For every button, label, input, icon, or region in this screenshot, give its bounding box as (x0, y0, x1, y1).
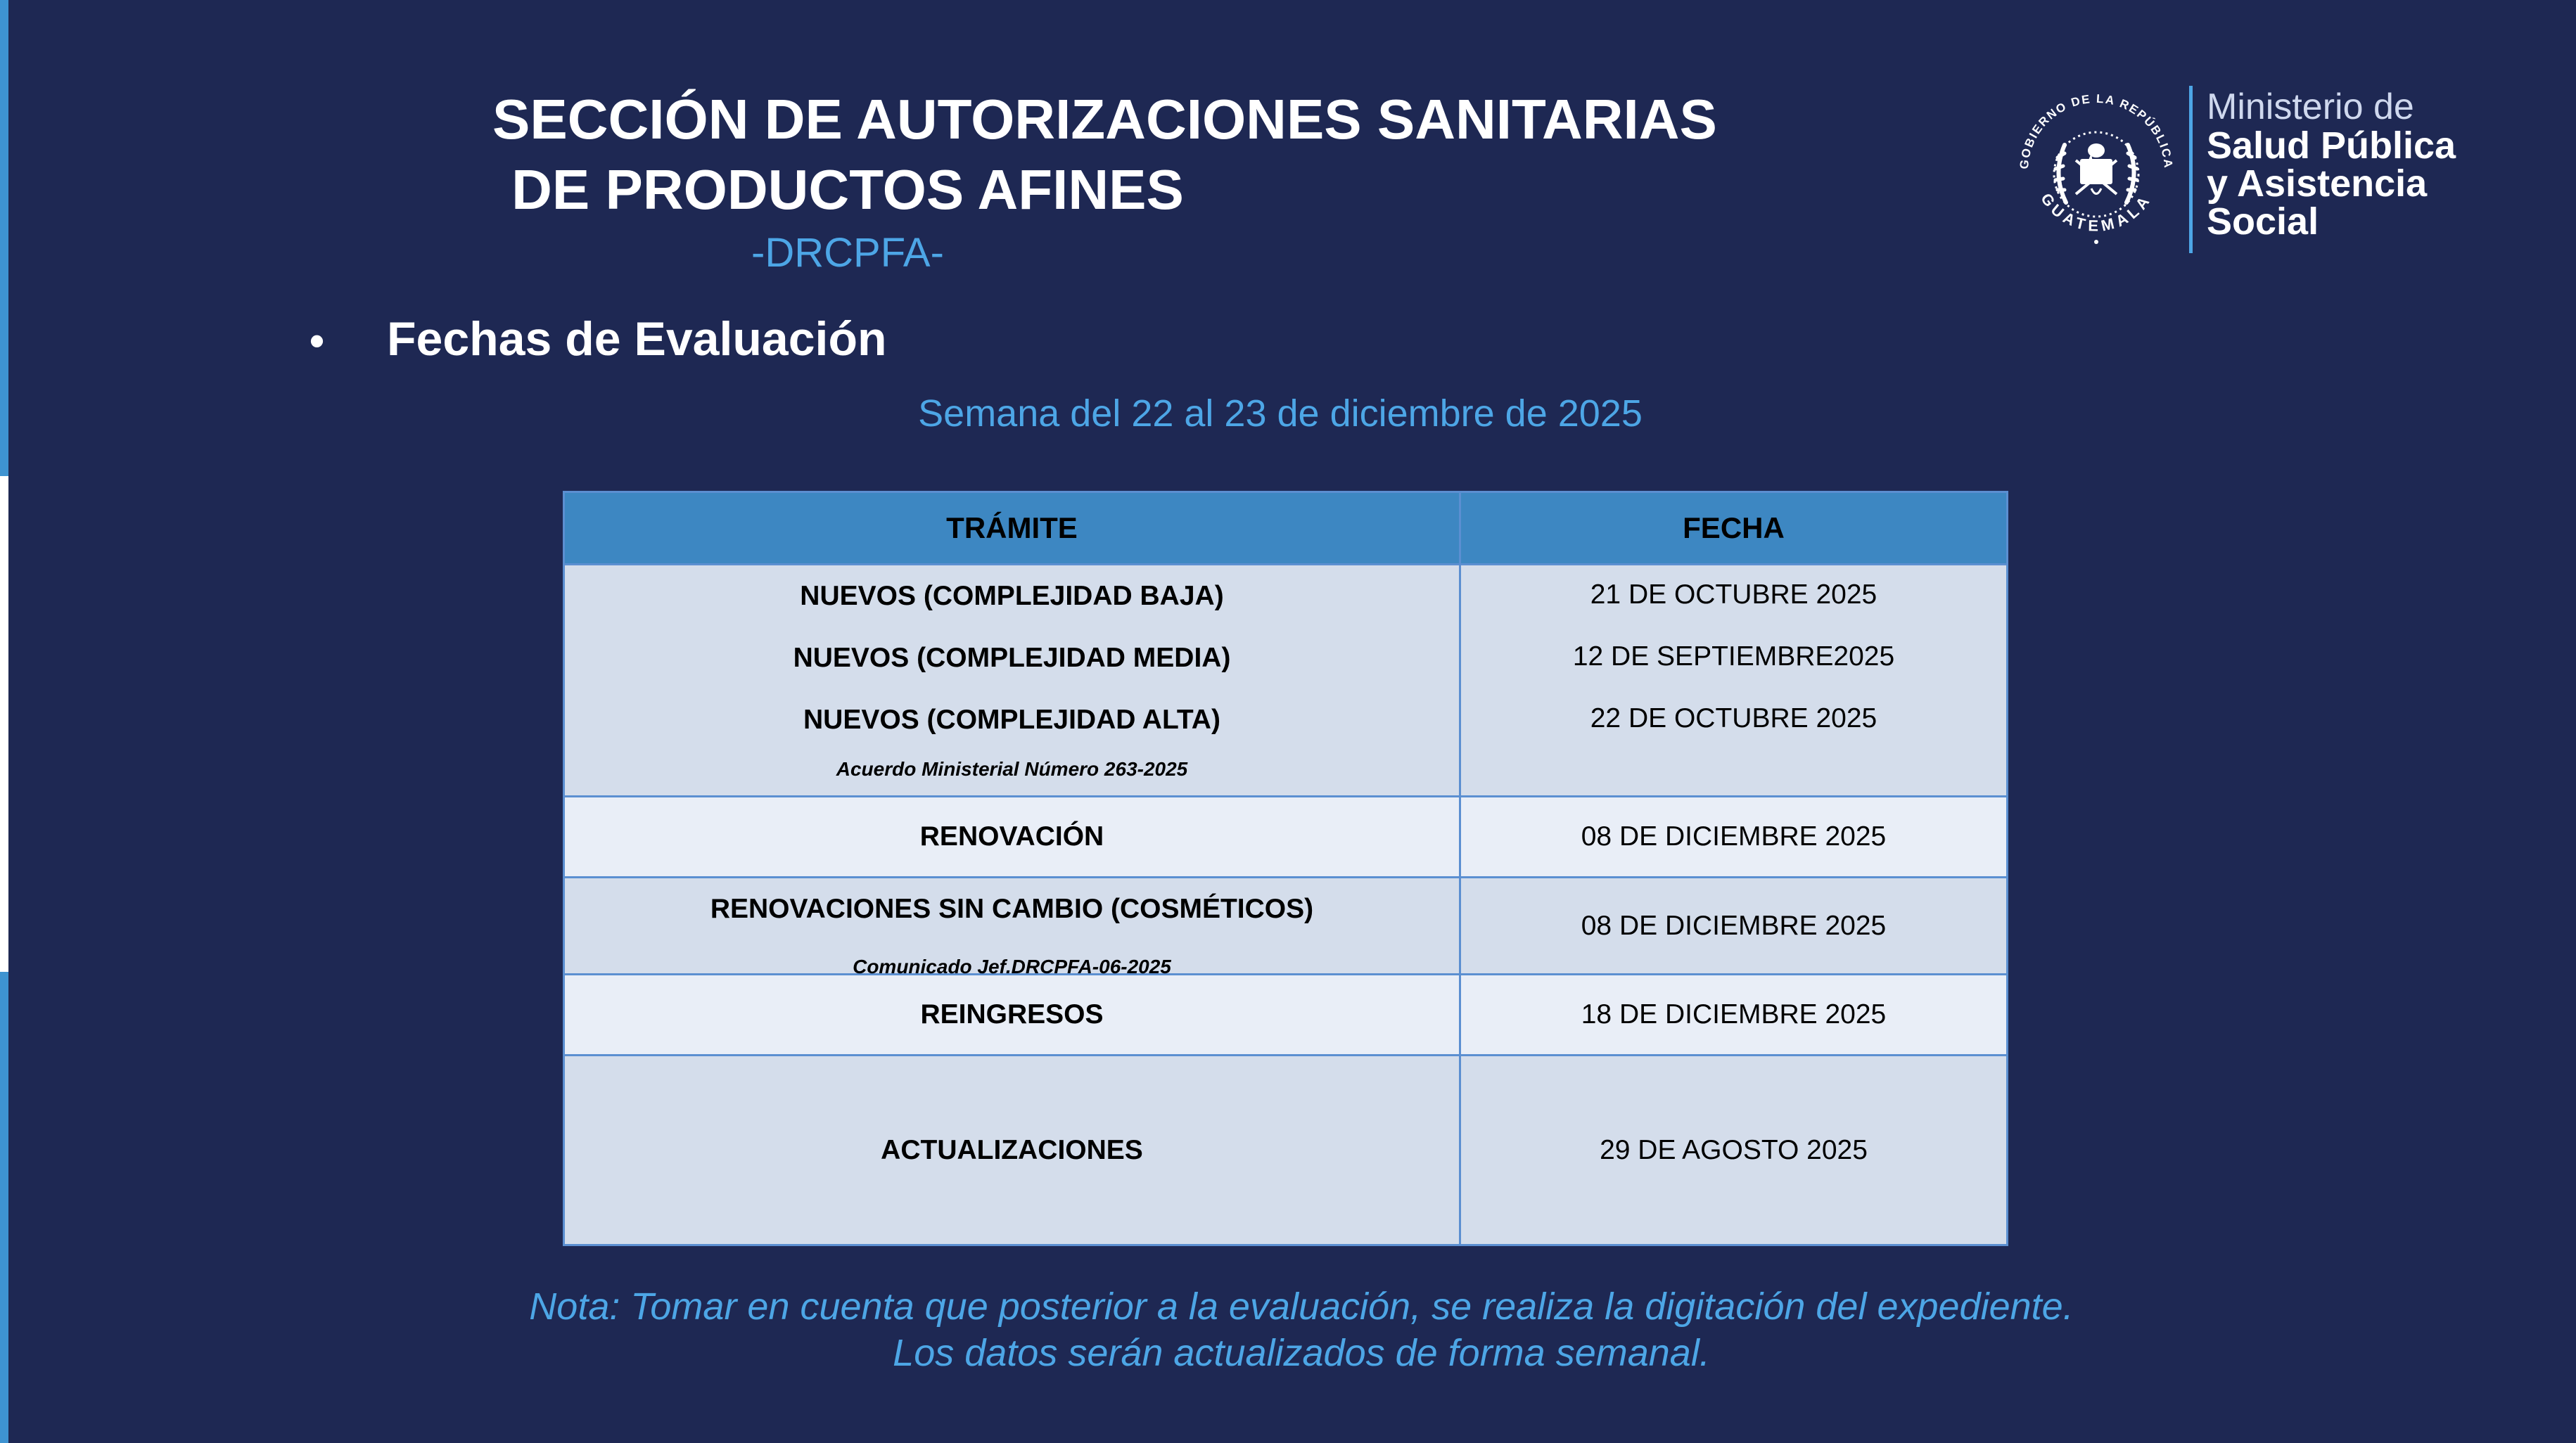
tramite-name: ACTUALIZACIONES (881, 1134, 1143, 1165)
table-row (565, 876, 2006, 977)
title-block (492, 84, 1717, 281)
fecha-cell (1461, 975, 2006, 1054)
fecha-value: 12 DE SEPTIEMBRE2025 (1572, 641, 1895, 672)
column-header-tramite: TRÁMITE (565, 493, 1461, 563)
footer-note (422, 1283, 2181, 1376)
section-heading-text: Fechas de Evaluación (387, 312, 887, 366)
fecha-cell (1461, 1056, 2006, 1244)
tramite-note: Comunicado Jef.DRCPFA-06-2025 (853, 956, 1171, 977)
tramite-note: Acuerdo Ministerial Número 263-2025 (836, 758, 1188, 780)
tramite-name: RENOVACIONES SIN CAMBIO (COSMÉTICOS) (710, 894, 1314, 924)
page-title-line-2: DE PRODUCTOS AFINES (511, 158, 1184, 221)
fecha-value: 08 DE DICIEMBRE 2025 (1581, 910, 1887, 941)
tramite-name: NUEVOS (COMPLEJIDAD MEDIA) (793, 643, 1231, 673)
logo-divider (2189, 86, 2193, 253)
edge-accent-top (0, 0, 8, 476)
logo-text-line-4: Social (2207, 200, 2319, 243)
logo-text-line-3: y Asistencia (2207, 162, 2428, 205)
svg-text:GOBIERNO DE LA REPÚBLICA: GOBIERNO DE LA REPÚBLICA (2017, 91, 2176, 170)
guatemala-seal-icon (2008, 83, 2184, 259)
fecha-value: 29 DE AGOSTO 2025 (1600, 1134, 1868, 1165)
tramite-name: RENOVACIÓN (919, 821, 1104, 852)
tramite-cell (565, 1056, 1461, 1244)
tramite-cell (565, 878, 1461, 977)
fecha-cell (1461, 878, 2006, 973)
footer-note-line-2: Los datos serán actualizados de forma semanal. (893, 1332, 1710, 1374)
fecha-value: 08 DE DICIEMBRE 2025 (1581, 821, 1887, 852)
tramite-cell (565, 975, 1461, 1054)
ministry-logo (2008, 83, 2459, 259)
logo-text (2207, 86, 2467, 243)
table-header-row (565, 493, 2006, 563)
table-row (565, 973, 2006, 1054)
fecha-value: 18 DE DICIEMBRE 2025 (1581, 999, 1887, 1030)
tramite-name: REINGRESOS (920, 999, 1104, 1030)
footer-note-line-1: Nota: Tomar en cuenta que posterior a la evaluación, se realiza la digitación del expediente. (529, 1285, 2074, 1328)
page-title-line-1: SECCIÓN DE AUTORIZACIONES SANITARIAS (492, 88, 1717, 150)
section-heading (310, 304, 887, 376)
tramite-cell (565, 797, 1461, 876)
fecha-cell (1461, 565, 2006, 795)
logo-text-line-2: Salud Pública (2207, 124, 2456, 167)
fecha-cell (1461, 797, 2006, 876)
column-header-fecha: FECHA (1683, 511, 1785, 544)
svg-text:GUATEMALA: GUATEMALA (2037, 190, 2155, 235)
table-row (565, 795, 2006, 876)
edge-accent-bottom (0, 972, 8, 1443)
table-row (565, 563, 2006, 795)
tramite-name: NUEVOS (COMPLEJIDAD ALTA) (803, 705, 1220, 735)
table-row (565, 1054, 2006, 1244)
fecha-value: 21 DE OCTUBRE 2025 (1590, 579, 1877, 610)
tramite-name: NUEVOS (COMPLEJIDAD BAJA) (800, 581, 1224, 611)
week-label: Semana del 22 al 23 de diciembre de 2025 (918, 392, 1643, 435)
evaluation-dates-table (563, 491, 2008, 1246)
bullet-icon: • (310, 317, 325, 364)
edge-accent-middle (0, 476, 8, 972)
page-subtitle: -DRCPFA- (751, 230, 944, 276)
logo-text-line-1: Ministerio de (2207, 86, 2414, 127)
fecha-value: 22 DE OCTUBRE 2025 (1590, 703, 1877, 733)
tramite-cell (565, 565, 1461, 795)
